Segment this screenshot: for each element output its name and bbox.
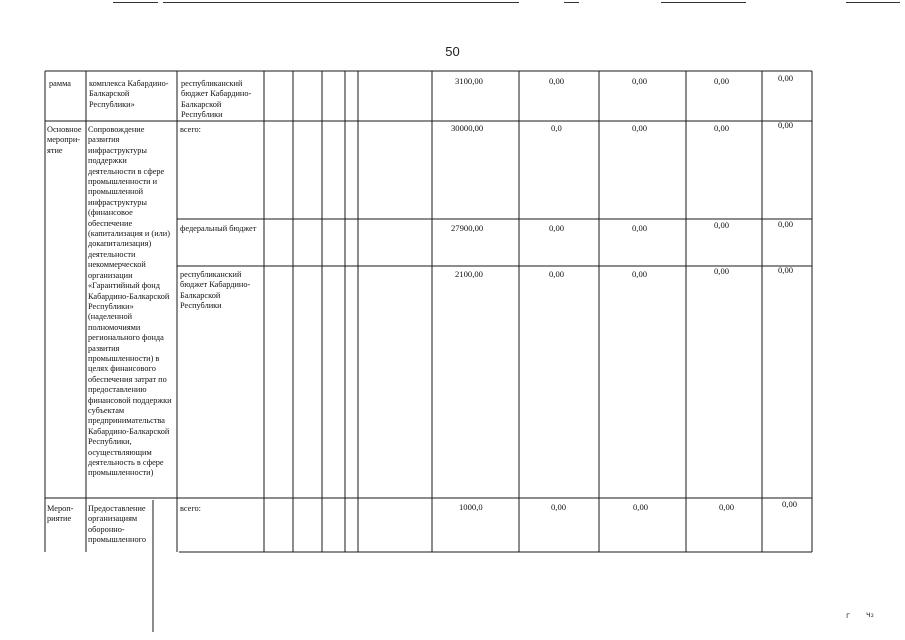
row3-value-1: 1000,0: [459, 502, 483, 512]
row3-type: Мероп- риятие: [47, 504, 74, 524]
row1-value-4: 0,00: [714, 76, 730, 86]
row1-value-5: 0,00: [778, 73, 794, 83]
row1-value-total: 3100,00: [455, 76, 483, 86]
row2-total-value-5: 0,00: [778, 120, 794, 130]
row3-description: Предоставление организациям оборонно- промышленного: [88, 504, 146, 545]
row2-total-value-4: 0,00: [714, 123, 730, 133]
row2-source-total: всего:: [180, 125, 201, 134]
row1-type: рамма: [49, 79, 71, 88]
row1-value-2: 0,00: [549, 76, 565, 86]
row3-value-2: 0,00: [551, 502, 567, 512]
row3-value-4: 0,00: [719, 502, 735, 512]
row2-republican-value-5: 0,00: [778, 265, 794, 275]
row2-republican-value-4: 0,00: [714, 266, 730, 276]
row2-source-federal: федеральный бюджет: [180, 224, 257, 233]
row3-value-5: 0,00: [782, 499, 798, 509]
row1-value-3: 0,00: [632, 76, 648, 86]
row2-description: Сопровождение развития инфраструктуры поддержки деятельности в сфере промышленности и промышленной инфраструктуры (финансовое обеспечение (капитализация и (или) докапитализация) деятельности некоммерческой организации «Гарантийный фонд Кабардино-Балкарской Республики» (наделенной полномочиями регионального фонда развития промышленности) в целях финансового обеспечения затрат по предоставлению финансовой поддержки субъектам предпринимательства Кабардино-Балкарской Республики, осуществляющим деятельность в сфере промышленности): [88, 125, 172, 478]
row1-description: комплекса Кабардино- Балкарской Республики»: [89, 79, 169, 109]
page-number: 50: [445, 44, 460, 59]
row2-source-republican: республиканский бюджет Кабардино- Балкарской Республики: [180, 270, 251, 311]
row2-federal-value-2: 0,00: [549, 223, 565, 233]
row3-source-total: всего:: [180, 504, 201, 513]
corner-mark-2: ч₂: [866, 610, 874, 619]
row2-total-value-3: 0,00: [632, 123, 648, 133]
row2-republican-value-2: 0,00: [549, 269, 565, 279]
row2-federal-value-5: 0,00: [778, 219, 794, 229]
row2-type: Основное меропри- ятие: [47, 125, 82, 155]
row2-total-value-1: 30000,00: [451, 123, 484, 133]
row2-federal-value-1: 27900,00: [451, 223, 484, 233]
row2-federal-value-3: 0,00: [632, 223, 648, 233]
row2-federal-value-4: 0,00: [714, 220, 730, 230]
corner-mark-1: г: [846, 611, 851, 620]
row3-value-3: 0,00: [633, 502, 649, 512]
row2-total-value-2: 0,0: [551, 123, 562, 133]
row1-source: республиканский бюджет Кабардино- Балкарской Республики: [181, 79, 252, 120]
row2-republican-value-3: 0,00: [632, 269, 648, 279]
row2-republican-value-1: 2100,00: [455, 269, 483, 279]
